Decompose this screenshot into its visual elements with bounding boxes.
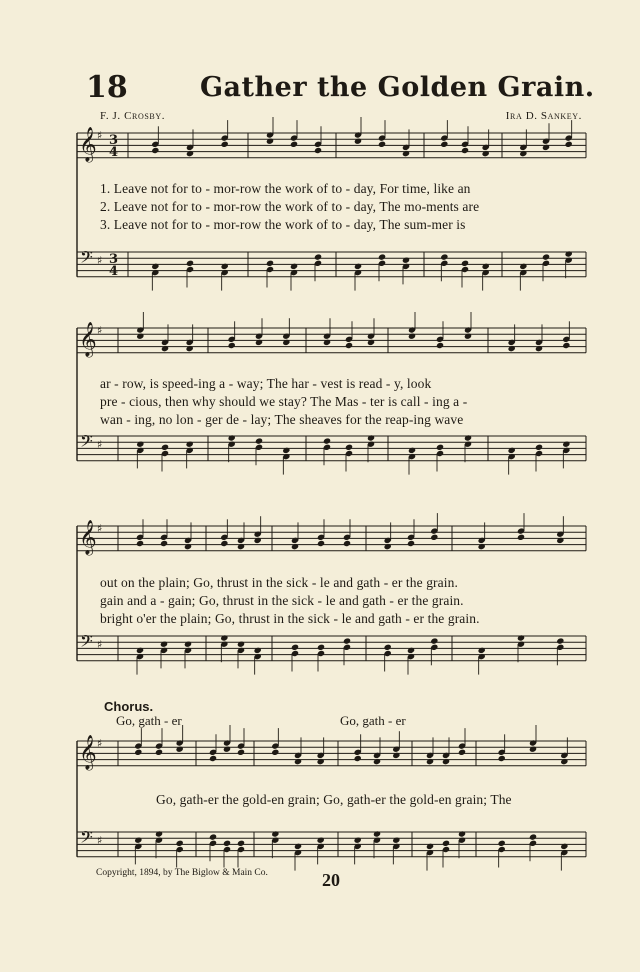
bass-clef: 𝄢 <box>80 431 93 455</box>
notehead <box>498 755 506 762</box>
notehead <box>430 637 438 644</box>
notehead <box>317 644 325 651</box>
notehead <box>508 345 516 352</box>
verse-1-line-1: 1. Leave not for to - mor-row the work of to - day, For time, like an <box>100 181 471 196</box>
verse-1-line-3: out on the plain; Go, thrust in the sick - le and gath - er the grain. <box>100 575 458 590</box>
notehead <box>237 641 245 648</box>
treble-clef: 𝄞 <box>79 520 97 555</box>
notehead <box>498 840 506 847</box>
notehead <box>151 147 159 154</box>
verse-2-line-2: pre - cious, then why should we stay? The Mas - ter is call - ing a - <box>100 394 468 409</box>
notehead <box>343 637 351 644</box>
notehead <box>228 342 236 349</box>
notehead <box>378 253 386 260</box>
notehead <box>392 752 400 759</box>
notehead <box>160 641 168 648</box>
notehead <box>314 147 322 154</box>
notehead <box>186 150 194 157</box>
notehead <box>220 540 228 547</box>
notehead <box>426 758 434 765</box>
notehead <box>221 263 229 270</box>
notehead <box>282 447 290 454</box>
notehead <box>556 537 564 544</box>
notehead <box>176 840 184 847</box>
notehead <box>317 540 325 547</box>
time-signature: 3 <box>109 133 119 148</box>
notehead <box>529 833 537 840</box>
key-signature-sharp: ♯ <box>97 834 103 847</box>
notehead <box>136 441 144 448</box>
notehead <box>161 345 169 352</box>
notehead <box>442 758 450 765</box>
notehead <box>458 749 466 756</box>
notehead <box>290 141 298 148</box>
page-number: 20 <box>322 870 340 890</box>
verse-3-line-2: wan - ing, no lon - ger de - lay; The sheaves for the reap-ing wave <box>100 412 464 427</box>
chorus-lower-lyric: Go, gath-er the gold-en grain; Go, gath-er the gold-en grain; The <box>156 792 512 807</box>
notehead <box>367 434 375 441</box>
notehead <box>562 342 570 349</box>
notehead <box>402 257 410 264</box>
notehead <box>134 749 142 756</box>
notehead <box>482 263 490 270</box>
notehead <box>266 138 274 145</box>
notehead <box>408 447 416 454</box>
verse-3-line-3: bright o'er the plain; Go, thrust in the sick - le and gath - er the grain. <box>100 611 480 626</box>
notehead <box>186 345 194 352</box>
lyricist-credit: F. J. Crosby. <box>100 110 166 122</box>
notehead <box>255 437 263 444</box>
time-signature: 4 <box>109 145 119 160</box>
notehead <box>384 644 392 651</box>
notehead <box>478 543 486 550</box>
hymn-title: Gather the Golden Grain. <box>200 72 595 103</box>
key-signature-sharp: ♯ <box>97 438 103 451</box>
notehead <box>136 540 144 547</box>
bass-clef: 𝄢 <box>80 247 93 271</box>
notehead <box>542 144 550 151</box>
notehead <box>560 843 568 850</box>
notehead <box>529 746 537 753</box>
notehead <box>482 150 490 157</box>
notehead <box>136 333 144 340</box>
notehead <box>407 647 415 654</box>
notehead <box>556 637 564 644</box>
notehead <box>407 540 415 547</box>
key-signature-sharp: ♯ <box>97 129 103 142</box>
verse-2-line-3: gain and a - gain; Go, thrust in the sick - le and gath - er the grain. <box>100 593 464 608</box>
treble-clef: 𝄞 <box>79 322 97 357</box>
notehead <box>254 537 262 544</box>
notehead <box>323 339 331 346</box>
notehead <box>223 840 231 847</box>
notehead <box>535 444 543 451</box>
notehead <box>519 150 527 157</box>
verse-2-line-1: 2. Leave not for to - mor-row the work of to - day, The mo-ments are <box>100 199 480 214</box>
notehead <box>317 837 325 844</box>
notehead <box>291 543 299 550</box>
treble-clef: 𝄞 <box>79 735 97 770</box>
notehead <box>290 263 298 270</box>
notehead <box>354 263 362 270</box>
notehead <box>155 830 163 837</box>
key-signature-sharp: ♯ <box>97 324 103 337</box>
notehead <box>271 749 279 756</box>
notehead <box>442 840 450 847</box>
notehead <box>186 441 194 448</box>
notehead <box>517 634 525 641</box>
notehead <box>294 843 302 850</box>
notehead <box>223 746 231 753</box>
notehead <box>436 342 444 349</box>
chorus-label: Chorus. <box>104 699 154 714</box>
notehead <box>402 150 410 157</box>
notehead <box>426 843 434 850</box>
notehead <box>354 138 362 145</box>
treble-clef: 𝄞 <box>79 127 97 162</box>
notehead <box>461 260 469 267</box>
notehead <box>378 141 386 148</box>
notehead <box>458 830 466 837</box>
notehead <box>560 758 568 765</box>
notehead <box>220 634 228 641</box>
verse-1-line-2: ar - row, is speed-ing a - way; The har - vest is read - y, look <box>100 376 432 391</box>
notehead <box>134 837 142 844</box>
notehead <box>237 840 245 847</box>
notehead <box>345 444 353 451</box>
notehead <box>282 339 290 346</box>
notehead <box>136 647 144 654</box>
time-signature: 3 <box>109 252 119 267</box>
chorus-upper-lyric-b: Go, gath - er <box>340 713 406 728</box>
notehead <box>519 263 527 270</box>
key-signature-sharp: ♯ <box>97 522 103 535</box>
notehead <box>255 339 263 346</box>
notehead <box>367 339 375 346</box>
notehead <box>184 641 192 648</box>
notehead <box>176 746 184 753</box>
notehead <box>317 758 325 765</box>
notehead <box>464 434 472 441</box>
notehead <box>291 644 299 651</box>
bass-clef: 𝄢 <box>80 827 93 851</box>
notehead <box>354 755 362 762</box>
verse-3-line-1: 3. Leave not for to - mor-row the work of to - day, The sum-mer is <box>100 217 466 232</box>
notehead <box>155 749 163 756</box>
bass-clef: 𝄢 <box>80 631 93 655</box>
notehead <box>186 260 194 267</box>
composer-credit: Ira D. Sankey. <box>505 110 582 122</box>
notehead <box>254 647 262 654</box>
notehead <box>562 441 570 448</box>
notehead <box>440 253 448 260</box>
notehead <box>209 833 217 840</box>
key-signature-sharp: ♯ <box>97 254 103 267</box>
notehead <box>294 758 302 765</box>
notehead <box>508 447 516 454</box>
key-signature-sharp: ♯ <box>97 638 103 651</box>
notehead <box>237 543 245 550</box>
notehead <box>565 141 573 148</box>
notehead <box>517 534 525 541</box>
hymn-number: 18 <box>86 70 128 105</box>
key-signature-sharp: ♯ <box>97 737 103 750</box>
notehead <box>209 755 217 762</box>
notehead <box>430 534 438 541</box>
notehead <box>271 830 279 837</box>
notehead <box>323 437 331 444</box>
notehead <box>542 253 550 260</box>
notehead <box>464 333 472 340</box>
notehead <box>160 540 168 547</box>
notehead <box>565 250 573 257</box>
notehead <box>373 758 381 765</box>
notehead <box>461 147 469 154</box>
time-signature: 4 <box>109 264 119 279</box>
notehead <box>535 345 543 352</box>
notehead <box>161 444 169 451</box>
notehead <box>478 647 486 654</box>
notehead <box>343 540 351 547</box>
notehead <box>228 434 236 441</box>
notehead <box>392 837 400 844</box>
notehead <box>436 444 444 451</box>
notehead <box>237 749 245 756</box>
notehead <box>408 333 416 340</box>
notehead <box>184 543 192 550</box>
notehead <box>314 253 322 260</box>
notehead <box>266 260 274 267</box>
notehead <box>354 837 362 844</box>
notehead <box>373 830 381 837</box>
notehead <box>151 263 159 270</box>
notehead <box>345 342 353 349</box>
copyright-notice: Copyright, 1894, by The Biglow & Main Co. <box>96 868 268 878</box>
notehead <box>221 141 229 148</box>
chorus-upper-lyric-a: Go, gath - er <box>116 713 182 728</box>
notehead <box>384 543 392 550</box>
notehead <box>440 141 448 148</box>
